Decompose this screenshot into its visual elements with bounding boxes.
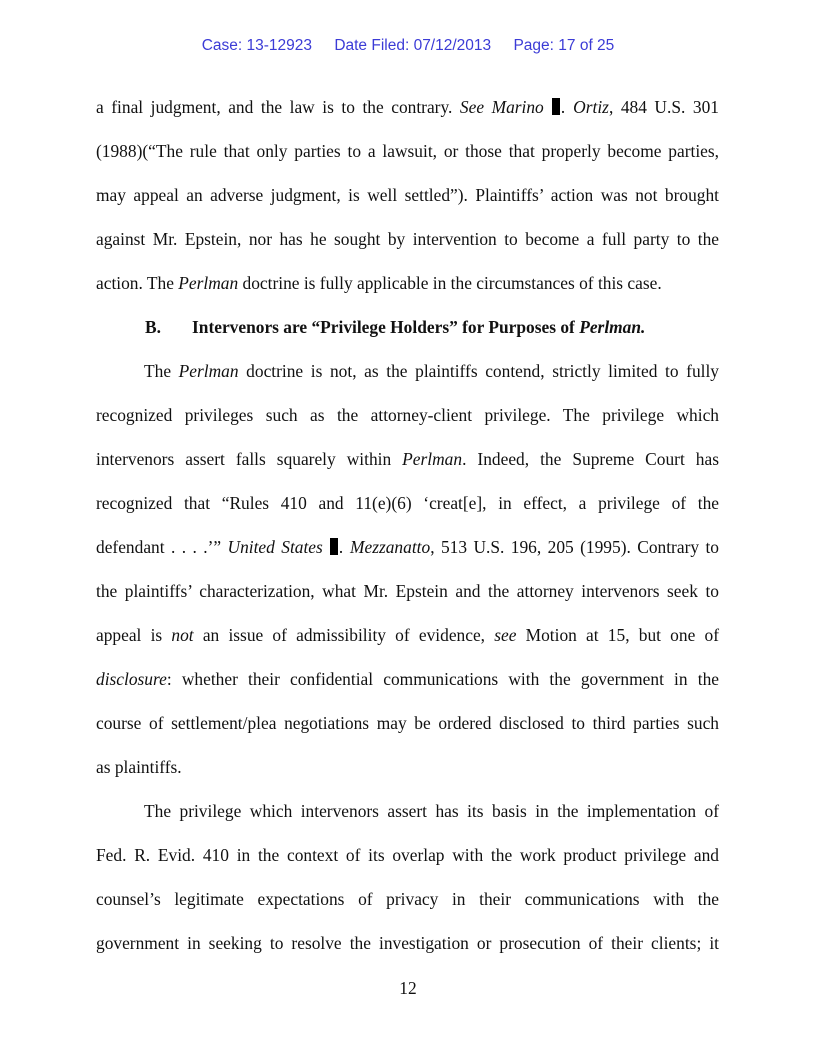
- section-heading: [145, 316, 645, 338]
- case-header: [0, 37, 816, 55]
- page-count: Page: 17 of 25: [513, 37, 615, 54]
- case-number: Case: 13-12923: [201, 37, 312, 54]
- date-filed: Date Filed: 07/12/2013: [334, 37, 492, 54]
- text-line: (1988)(“The rule that only parties to a lawsuit, or those that properly become parties,: [96, 141, 719, 161]
- section-title-emphasis: Perlman.: [579, 317, 646, 337]
- text-line: appeal is not an issue of admissibility of evidence, see Motion at 15, but one of: [96, 625, 719, 645]
- text-line: The privilege which intervenors assert has its basis in the implementation of: [144, 801, 719, 821]
- text-line: course of settlement/plea negotiations may be ordered disclosed to third parties such: [96, 713, 719, 733]
- redaction-mark: [552, 98, 560, 115]
- text-line: recognized that “Rules 410 and 11(e)(6) ‘creat[e], in effect, a privilege of the: [96, 493, 719, 513]
- text-line: government in seeking to resolve the investigation or prosecution of their clients; it: [96, 933, 719, 953]
- page-number: 12: [399, 978, 417, 998]
- text-line: defendant . . . .’” United States . Mezzanatto, 513 U.S. 196, 205 (1995). Contrary to: [96, 537, 719, 557]
- text-line: disclosure: whether their confidential communications with the government in the: [96, 669, 719, 689]
- text-line: Fed. R. Evid. 410 in the context of its overlap with the work product privilege and: [96, 845, 719, 865]
- text-line: may appeal an adverse judgment, is well settled”). Plaintiffs’ action was not brought: [96, 185, 719, 205]
- text-line: action. The Perlman doctrine is fully applicable in the circumstances of this case.: [96, 273, 662, 293]
- text-line: as plaintiffs.: [96, 757, 182, 777]
- section-title: Intervenors are “Privilege Holders” for Purposes of: [192, 317, 580, 337]
- text-line: a final judgment, and the law is to the contrary. See Marino . Ortiz, 484 U.S. 301: [96, 97, 719, 117]
- text-line: The Perlman doctrine is not, as the plaintiffs contend, strictly limited to fully: [144, 361, 719, 381]
- text-line: recognized privileges such as the attorney-client privilege. The privilege which: [96, 405, 719, 425]
- text-line: the plaintiffs’ characterization, what Mr. Epstein and the attorney intervenors seek to: [96, 581, 719, 601]
- text-line: intervenors assert falls squarely within Perlman. Indeed, the Supreme Court has: [96, 449, 719, 469]
- text-line: against Mr. Epstein, nor has he sought by intervention to become a full party to the: [96, 229, 719, 249]
- redaction-mark: [330, 538, 338, 555]
- section-number: B.: [145, 317, 161, 337]
- text-line: counsel’s legitimate expectations of privacy in their communications with the: [96, 889, 719, 909]
